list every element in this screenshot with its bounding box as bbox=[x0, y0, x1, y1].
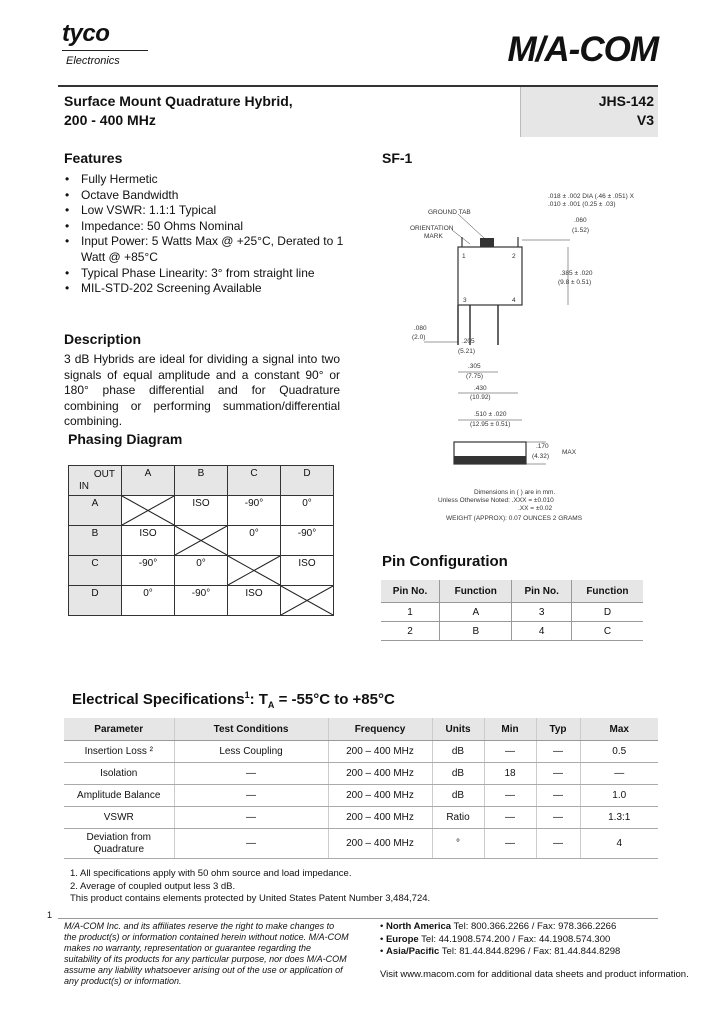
spec-cell: — bbox=[484, 807, 536, 829]
product-title-line1: Surface Mount Quadrature Hybrid, bbox=[64, 93, 293, 109]
table-row bbox=[64, 741, 658, 763]
product-title-line2: 200 - 400 MHz bbox=[64, 112, 156, 128]
dim-060-mm: (1.52) bbox=[572, 227, 589, 234]
spec-cell: Ratio bbox=[432, 807, 484, 829]
spec-cell: Amplitude Balance bbox=[64, 785, 174, 807]
spec-header: Max bbox=[580, 718, 658, 741]
spec-cell: Insertion Loss ² bbox=[64, 741, 174, 763]
lead-dia-label: .018 ± .002 DIA (.46 ± .051) X bbox=[548, 193, 634, 200]
patent-note: This product contains elements protected by United States Patent Number 3,484,724. bbox=[70, 893, 431, 904]
max-label: MAX bbox=[562, 449, 577, 456]
electrical-condition-prefix: : T bbox=[249, 691, 268, 708]
spec-cell: — bbox=[536, 785, 580, 807]
pin-config-header: Pin No. bbox=[381, 580, 440, 603]
dim-305-mm: (7.75) bbox=[466, 373, 483, 380]
spec-cell: 4 bbox=[580, 829, 658, 859]
spec-cell: 200 – 400 MHz bbox=[328, 763, 432, 785]
spec-cell: Less Coupling bbox=[174, 741, 328, 763]
phasing-row-header: A bbox=[69, 496, 122, 526]
phasing-row-header: B bbox=[69, 526, 122, 556]
pin-config-cell: B bbox=[440, 622, 512, 641]
package-outline-drawing bbox=[380, 180, 690, 530]
pin-3-label: 3 bbox=[463, 297, 467, 304]
phasing-cell: 0° bbox=[281, 496, 334, 526]
part-number-block bbox=[521, 87, 658, 137]
phasing-cell-crossed bbox=[122, 496, 175, 526]
spec-cell: 1.0 bbox=[580, 785, 658, 807]
footer-divider bbox=[58, 918, 658, 919]
mark-label: MARK bbox=[424, 233, 443, 240]
contact-north-america: • North America Tel: 800.366.2266 / Fax: 978.366.2266 bbox=[380, 921, 617, 932]
version: V3 bbox=[636, 112, 654, 128]
feature-item: • Typical Phase Linearity: 3° from straight line bbox=[64, 266, 354, 282]
pin-config-cell: D bbox=[571, 603, 643, 622]
table-row bbox=[64, 829, 658, 859]
pin-config-cell: 3 bbox=[512, 603, 571, 622]
contact-europe: • Europe Tel: 44.1908.574.200 / Fax: 44.1908.574.300 bbox=[380, 933, 611, 945]
spec-cell: — bbox=[174, 785, 328, 807]
phasing-col-header: D bbox=[281, 466, 334, 496]
pin-config-cell: 4 bbox=[512, 622, 571, 641]
title-block bbox=[58, 87, 521, 137]
pin-config-cell: A bbox=[440, 603, 512, 622]
description-text: 3 dB Hybrids are ideal for dividing a signal into two signals of equal amplitude and a constant 90° or 180° phase differential and for Quadrature combining or performing summation/differential combining. bbox=[64, 352, 340, 429]
contact-info bbox=[380, 921, 620, 959]
spec-cell: 1.3:1 bbox=[580, 807, 658, 829]
region-phone: Tel: 800.366.2266 / Fax: 978.366.2266 bbox=[451, 921, 617, 932]
electrical-footnote-ref: 1 bbox=[244, 690, 250, 700]
spec-cell: VSWR bbox=[64, 807, 174, 829]
phasing-cell: ISO bbox=[281, 556, 334, 586]
spec-header: Frequency bbox=[328, 718, 432, 741]
phasing-table bbox=[68, 465, 334, 616]
lead-dia-label-2: .010 ± .001 (0.25 ± .03) bbox=[548, 201, 616, 208]
phasing-cell: ISO bbox=[175, 496, 228, 526]
region-phone: Tel: 81.44.844.8296 / Fax: 81.44.844.8298 bbox=[439, 946, 621, 957]
spec-cell: Deviation from Quadrature bbox=[64, 829, 174, 859]
out-label: OUT bbox=[93, 469, 115, 480]
spec-cell: — bbox=[174, 763, 328, 785]
phasing-cell-crossed bbox=[228, 556, 281, 586]
pin-config-cell: 2 bbox=[381, 622, 440, 641]
phasing-heading: Phasing Diagram bbox=[68, 431, 183, 447]
phasing-cell: -90° bbox=[175, 586, 228, 616]
spec-cell: — bbox=[484, 741, 536, 763]
dim-305: .305 bbox=[468, 363, 481, 370]
spec-note: 1. All specifications apply with 50 ohm source and load impedance. bbox=[70, 868, 352, 879]
phasing-cell: ISO bbox=[228, 586, 281, 616]
phasing-row-header: C bbox=[69, 556, 122, 586]
phasing-cell-crossed bbox=[281, 586, 334, 616]
dim-430: .430 bbox=[474, 385, 487, 392]
spec-cell: dB bbox=[432, 741, 484, 763]
features-heading: Features bbox=[64, 150, 123, 166]
dim-385: .385 ± .020 bbox=[560, 270, 593, 277]
spec-cell: — bbox=[536, 741, 580, 763]
pin-2-label: 2 bbox=[512, 253, 516, 260]
feature-item: • Impedance: 50 Ohms Nominal bbox=[64, 219, 354, 235]
pin-config-cell: 1 bbox=[381, 603, 440, 622]
feature-item: • Low VSWR: 1.1:1 Typical bbox=[64, 203, 354, 219]
region-label: Europe bbox=[385, 933, 419, 945]
spec-cell: ° bbox=[432, 829, 484, 859]
phasing-col-header: C bbox=[228, 466, 281, 496]
spec-header: Parameter bbox=[64, 718, 174, 741]
spec-cell: 200 – 400 MHz bbox=[328, 807, 432, 829]
dim-170-mm: (4.32) bbox=[532, 453, 549, 460]
macom-logo: M/A-COM bbox=[507, 30, 658, 69]
region-label: Asia/Pacific bbox=[385, 946, 440, 957]
drawing-note-2: Unless Otherwise Noted: .XXX = ±0.010 bbox=[438, 497, 554, 504]
spec-cell: 200 – 400 MHz bbox=[328, 741, 432, 763]
phasing-cell-crossed bbox=[175, 526, 228, 556]
spec-header: Typ bbox=[536, 718, 580, 741]
spec-cell: 0.5 bbox=[580, 741, 658, 763]
table-row bbox=[64, 785, 658, 807]
feature-item: • MIL-STD-202 Screening Available bbox=[64, 281, 354, 297]
dim-385-mm: (9.8 ± 0.51) bbox=[558, 279, 592, 286]
logo-divider bbox=[62, 50, 148, 51]
table-row bbox=[64, 763, 658, 785]
spec-header: Units bbox=[432, 718, 484, 741]
pin-1-label: 1 bbox=[462, 253, 466, 260]
dim-510-mm: (12.95 ± 0.51) bbox=[470, 421, 511, 428]
in-label: IN bbox=[79, 481, 89, 492]
disclaimer: M/A-COM Inc. and its affiliates reserve the right to make changes to the product(s) or information contained herein without notice. M/A-COM makes no warranty, representation or guarantee regarding the suitability of its products for any particular purpose, nor does M/A-COM assume any liability whatsoever arising out of the use or application of any product(s) or information. bbox=[64, 921, 349, 986]
dim-430-mm: (10.92) bbox=[470, 394, 491, 401]
spec-cell: dB bbox=[432, 785, 484, 807]
drawing-note-4: WEIGHT (APPROX): 0.07 OUNCES 2 GRAMS bbox=[446, 515, 583, 522]
phasing-cell: 0° bbox=[175, 556, 228, 586]
dim-510: .510 ± .020 bbox=[474, 411, 507, 418]
spec-cell: — bbox=[174, 829, 328, 859]
drawing-note-1: Dimensions in ( ) are in mm. bbox=[474, 489, 556, 496]
spec-cell: — bbox=[536, 763, 580, 785]
phasing-corner bbox=[69, 466, 122, 496]
feature-item: • Input Power: 5 Watts Max @ +25°C, Derated to 1 Watt @ +85°C bbox=[64, 234, 354, 265]
pin-config-heading: Pin Configuration bbox=[382, 553, 508, 570]
feature-item: • Octave Bandwidth bbox=[64, 188, 354, 204]
dim-205-mm: (5.21) bbox=[458, 348, 475, 355]
website-link[interactable]: Visit www.macom.com for additional data sheets and product information. bbox=[380, 969, 689, 980]
dim-080-mm: (2.0) bbox=[412, 334, 426, 341]
dim-060: .060 bbox=[574, 217, 587, 224]
region-label: North America bbox=[385, 921, 452, 932]
pin-config-table bbox=[381, 580, 643, 641]
pin-4-label: 4 bbox=[512, 297, 516, 304]
page-number: 1 bbox=[47, 910, 53, 920]
feature-item: • Fully Hermetic bbox=[64, 172, 354, 188]
tyco-logo: tyco bbox=[62, 20, 110, 47]
table-row bbox=[381, 603, 643, 622]
phasing-cell: -90° bbox=[228, 496, 281, 526]
spec-header: Min bbox=[484, 718, 536, 741]
spec-cell: 200 – 400 MHz bbox=[328, 829, 432, 859]
electrical-heading-text: Electrical Specifications bbox=[72, 691, 245, 708]
pin-config-header: Function bbox=[440, 580, 512, 603]
part-number: JHS-142 bbox=[598, 93, 654, 109]
phasing-row-header: D bbox=[69, 586, 122, 616]
spec-cell: — bbox=[536, 829, 580, 859]
table-row bbox=[64, 807, 658, 829]
drawing-note-3: .XX = ±0.02 bbox=[518, 505, 553, 512]
phasing-col-header: A bbox=[122, 466, 175, 496]
spec-cell: 18 bbox=[484, 763, 536, 785]
pin-config-cell: C bbox=[571, 622, 643, 641]
phasing-cell: -90° bbox=[281, 526, 334, 556]
table-row bbox=[381, 622, 643, 641]
spec-cell: — bbox=[484, 785, 536, 807]
description-heading: Description bbox=[64, 331, 142, 347]
electrical-spec-table bbox=[64, 718, 658, 859]
pin-config-header: Function bbox=[571, 580, 643, 603]
spec-notes bbox=[70, 868, 430, 906]
dim-080: .080 bbox=[414, 325, 427, 332]
features-list bbox=[64, 172, 354, 297]
electrical-condition-sub: A bbox=[267, 700, 275, 710]
drawing-title: SF-1 bbox=[382, 150, 413, 166]
phasing-cell: ISO bbox=[122, 526, 175, 556]
spec-cell: Isolation bbox=[64, 763, 174, 785]
title-bar bbox=[58, 85, 658, 137]
spec-cell: — bbox=[484, 829, 536, 859]
phasing-cell: -90° bbox=[122, 556, 175, 586]
electrical-heading bbox=[72, 690, 395, 710]
tyco-electronics-label: Electronics bbox=[66, 55, 120, 67]
spec-note: 2. Average of coupled output less 3 dB. bbox=[70, 880, 236, 892]
spec-cell: — bbox=[174, 807, 328, 829]
spec-cell: — bbox=[536, 807, 580, 829]
spec-cell: 200 – 400 MHz bbox=[328, 785, 432, 807]
ground-tab bbox=[480, 238, 494, 247]
contact-asia-pacific: • Asia/Pacific Tel: 81.44.844.8296 / Fax: 81.44.844.8298 bbox=[380, 946, 621, 957]
ground-tab-label: GROUND TAB bbox=[428, 209, 471, 216]
spec-cell: dB bbox=[432, 763, 484, 785]
region-phone: Tel: 44.1908.574.200 / Fax: 44.1908.574.300 bbox=[418, 933, 611, 945]
electrical-condition-suffix: = -55°C to +85°C bbox=[274, 691, 395, 708]
phasing-cell: 0° bbox=[228, 526, 281, 556]
dim-170: .170 bbox=[536, 443, 549, 450]
phasing-col-header: B bbox=[175, 466, 228, 496]
dim-205: .205 bbox=[462, 338, 475, 345]
spec-header: Test Conditions bbox=[174, 718, 328, 741]
orientation-label: ORIENTATION bbox=[410, 225, 454, 232]
phasing-cell: 0° bbox=[122, 586, 175, 616]
pin-config-header: Pin No. bbox=[512, 580, 571, 603]
spec-cell: — bbox=[580, 763, 658, 785]
